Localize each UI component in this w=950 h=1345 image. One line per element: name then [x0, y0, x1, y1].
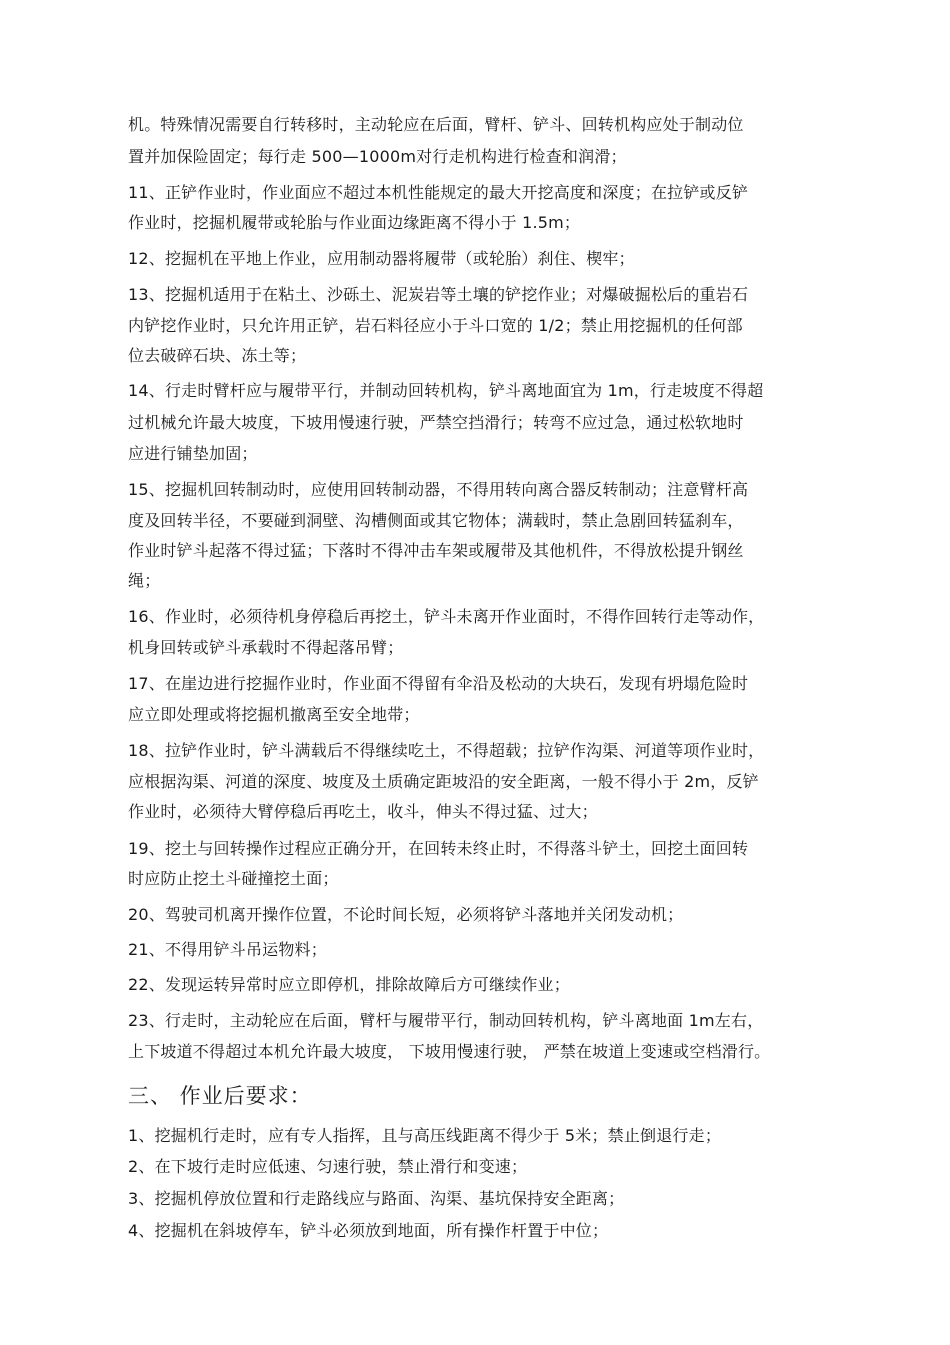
text-line: 14、行走时臂杆应与履带平行，并制动回转机构，铲斗离地面宜为 1m，行走坡度不得超 [128, 381, 764, 400]
text-line: 应进行铺垫加固； [128, 444, 258, 463]
text-line: 作业时，必须待大臂停稳后再吃土，收斗，伸头不得过猛、过大； [128, 802, 598, 821]
text-line: 12、挖掘机在平地上作业，应用制动器将履带（或轮胎）刹住、楔牢； [128, 249, 635, 268]
text-line: 19、挖土与回转操作过程应正确分开，在回转未终止时，不得落斗铲土，回挖土面回转 [128, 839, 749, 858]
text-line: 13、挖掘机适用于在粘土、沙砾土、泥炭岩等土壤的铲挖作业；对爆破掘松后的重岩石 [128, 285, 749, 304]
text-line: 22、发现运转异常时应立即停机，排除故障后方可继续作业； [128, 975, 570, 994]
text-line: 位去破碎石块、冻土等； [128, 346, 307, 365]
text-line: 20、驾驶司机离开操作位置，不论时间长短，必须将铲斗落地并关闭发动机； [128, 905, 684, 924]
text-line: 度及回转半径，不要碰到洞壁、沟槽侧面或其它物体；满载时，禁止急剧回转猛刹车， [128, 511, 744, 530]
text-line: 时应防止挖土斗碰撞挖土面； [128, 869, 339, 888]
text-line: 2、在下坡行走时应低速、匀速行驶，禁止滑行和变速； [128, 1157, 528, 1176]
text-line: 作业时，挖掘机履带或轮胎与作业面边缘距离不得小于 1.5m； [128, 213, 581, 232]
text-line: 机。特殊情况需要自行转移时，主动轮应在后面，臂杆、铲斗、回转机构应处于制动位 [128, 115, 744, 134]
text-line: 作业时铲斗起落不得过猛；下落时不得冲击车架或履带及其他机件，不得放松提升钢丝 [128, 541, 744, 560]
text-line: 绳； [128, 571, 161, 590]
text-line: 15、挖掘机回转制动时，应使用回转制动器，不得用转向离合器反转制动；注意臂杆高 [128, 480, 749, 499]
text-line: 23、行走时，主动轮应在后面，臂杆与履带平行，制动回转机构，铲斗离地面 1m左右， [128, 1011, 764, 1030]
text-line: 16、作业时，必须待机身停稳后再挖土，铲斗未离开作业面时，不得作回转行走等动作， [128, 607, 765, 626]
text-line: 应根据沟渠、河道的深度、坡度及土质确定距坡沿的安全距离，一般不得小于 2m，反铲 [128, 772, 759, 791]
text-line: 18、拉铲作业时，铲斗满载后不得继续吃土，不得超载；拉铲作沟渠、河道等项作业时， [128, 741, 765, 760]
text-line: 1、挖掘机行走时，应有专人指挥，且与高压线距离不得少于 5米；禁止倒退行走； [128, 1126, 722, 1145]
text-line: 17、在崖边进行挖掘作业时，作业面不得留有伞沿及松动的大块石，发现有坍塌危险时 [128, 674, 749, 693]
text-line: 4、挖掘机在斜坡停车，铲斗必须放到地面，所有操作杆置于中位； [128, 1221, 609, 1240]
section-heading: 三、 作业后要求： [128, 1084, 312, 1108]
text-line: 应立即处理或将挖掘机撤离至安全地带； [128, 705, 420, 724]
text-line: 置并加保险固定；每行走 500—1000m对行走机构进行检查和润滑； [128, 147, 627, 166]
text-line: 上下坡道不得超过本机允许最大坡度， 下坡用慢速行驶， 严禁在坡道上变速或空档滑行。 [128, 1042, 771, 1061]
text-line: 过机械允许最大坡度，下坡用慢速行驶，严禁空挡滑行；转弯不应过急，通过松软地时 [128, 413, 744, 432]
text-line: 3、挖掘机停放位置和行走路线应与路面、沟渠、基坑保持安全距离； [128, 1189, 625, 1208]
text-line: 11、正铲作业时，作业面应不超过本机性能规定的最大开挖高度和深度；在拉铲或反铲 [128, 183, 749, 202]
text-line: 机身回转或铲斗承载时不得起落吊臂； [128, 638, 404, 657]
text-line: 内铲挖作业时，只允许用正铲，岩石料径应小于斗口宽的 1/2；禁止用挖掘机的任何部 [128, 316, 743, 335]
text-line: 21、不得用铲斗吊运物料； [128, 940, 327, 959]
